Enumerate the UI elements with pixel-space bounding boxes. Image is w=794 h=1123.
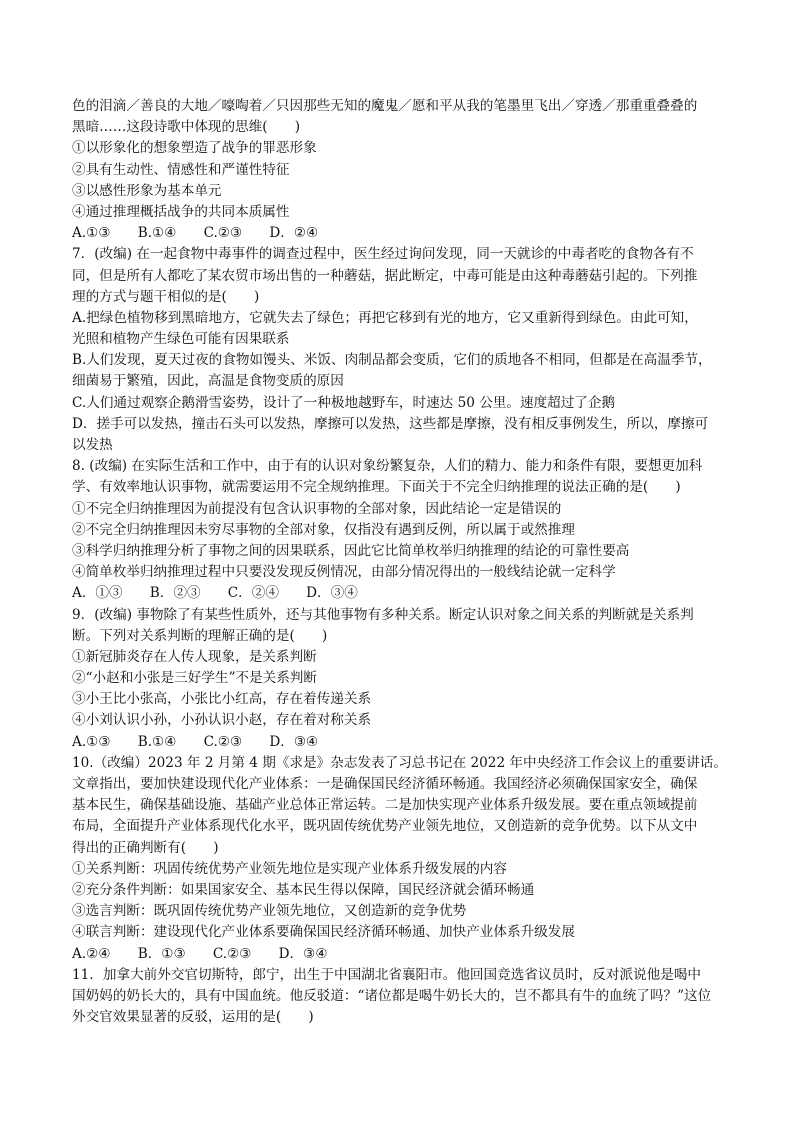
question-line: 10.（改编）2023 年 2 月第 4 期《求是》杂志发表了习总书记在 2022 年中央经济工作会议上的重要讲话。 bbox=[72, 754, 727, 771]
answer-option-line: 光照和植物产生绿色可能有因果联系 bbox=[72, 331, 290, 348]
question-line: 外交官效果显著的反驳，运用的是( ) bbox=[72, 1009, 314, 1026]
answer-option-line: A.把绿色植物移到黑暗地方，它就失去了绿色；再把它移到有光的地方，它又重新得到绿色。由此可知， bbox=[72, 309, 698, 326]
question-line: 9．(改编) 事物除了有某些性质外，还与其他事物有多种关系。断定认识对象之间关系的判断就是关系判 bbox=[72, 606, 694, 623]
question-6-options bbox=[72, 138, 724, 223]
question-line: 理的方式与题干相似的是( ) bbox=[72, 288, 260, 305]
statement-option: ②“小赵和小张是三好学生”不是关系判断 bbox=[72, 670, 317, 687]
question-line: 学、有效率地认识事物，就需要运用不完全规纳推理。下面关于不完全归纳推理的说法正确的是( ) bbox=[72, 479, 681, 496]
answer-choices: A.①③ B.①④ C.②③ D．③④ bbox=[72, 733, 319, 750]
answer-choices: A.②④ B．①③ C.②③ D．③④ bbox=[72, 945, 328, 962]
statement-option: ④简单枚举归纳推理过程中只要没发现反例情况，由部分情况得出的一般线结论就一定科学 bbox=[72, 564, 616, 581]
question-line: 断。下列对关系判断的理解正确的是( ) bbox=[72, 627, 328, 644]
answer-option-line: 以发热 bbox=[72, 437, 113, 453]
question-line: 基本民生，确保基础设施、基础产业总体正常运转。二是加快实现产业体系升级发展。要在重点领域提前 bbox=[72, 797, 698, 814]
answer-choices: A．①③ B．②③ C．②④ D．③④ bbox=[72, 585, 358, 602]
statement-option: ④联言判断：建设现代化产业体系要确保国民经济循环畅通、加快产业体系升级发展 bbox=[72, 924, 575, 941]
question-line: 黑暗……这段诗歌中体现的思维( ) bbox=[72, 119, 301, 136]
statement-option: ④通过推理概括战争的共同本质属性 bbox=[72, 203, 290, 220]
statement-option: ①不完全归纳推理因为前提没有包含认识事物的全部对象，因此结论一定是错误的 bbox=[72, 500, 562, 517]
statement-option: ④小刘认识小孙，小孙认识小赵，存在着对称关系 bbox=[72, 712, 372, 729]
answer-option-line: B.人们发现，夏天过夜的食物如馒头、米饭、肉制品都会变质，它们的质地各不相同，但都是在高温季节， bbox=[72, 352, 712, 369]
question-9-stem bbox=[72, 605, 724, 647]
exam-page bbox=[72, 96, 727, 1028]
question-8-options bbox=[72, 499, 724, 584]
question-line: 同，但是所有人都吃了某农贸市场出售的一种蘑菇，据此断定，中毒可能是由这种毒蘑菇引起的。下列推 bbox=[72, 267, 698, 284]
statement-option: ③以感性形象为基本单元 bbox=[72, 182, 222, 199]
answer-option-line: 细菌易于繁殖，因此，高温是食物变质的原因 bbox=[72, 373, 344, 390]
answer-option-line: C.人们通过观察企鹅滑雪姿势，设计了一种极地越野车，时速达 50 公里。速度超过了企鹅 bbox=[72, 394, 616, 411]
answer-choices: A.①③ B.①④ C.②③ D．②④ bbox=[72, 225, 319, 242]
question-6-stem bbox=[72, 96, 724, 138]
statement-option: ①以形象化的想象塑造了战争的罪恶形象 bbox=[72, 140, 317, 157]
question-7 bbox=[72, 244, 724, 456]
question-11 bbox=[72, 965, 724, 1029]
question-line: 文章指出，要加快建设现代化产业体系：一是确保国民经济循环畅通。我国经济必须确保国家安全，确保 bbox=[72, 776, 698, 792]
question-line: 布局，全面提升产业体系现代化水平，既巩固传统优势产业领先地位，又创造新的竞争优势。以下从文中 bbox=[72, 818, 698, 835]
statement-option: ③小王比小张高，小张比小红高，存在着传递关系 bbox=[72, 691, 372, 708]
question-line: 8. (改编) 在实际生活和工作中，由于有的认识对象纷繁复杂，人们的精力、能力和条件有限，要想更加科 bbox=[72, 458, 703, 475]
statement-option: ①关系判断：巩固传统优势产业领先地位是实现产业体系升级发展的内容 bbox=[72, 860, 507, 877]
question-line: 色的泪滴／善良的大地／嚎啕着／只因那些无知的魔鬼／愿和平从我的笔墨里飞出／穿透／那重重叠叠的 bbox=[72, 98, 698, 114]
statement-option: ②不完全归纳推理因未穷尽事物的全部对象，仅指没有遇到反例，所以属于或然推理 bbox=[72, 521, 575, 538]
answer-option-line: D．搓手可以发热，撞击石头可以发热，摩擦可以发热，这些都是摩擦，没有相反事例发生，所以，摩擦可 bbox=[72, 415, 709, 432]
statement-option: ②充分条件判断：如果国家安全、基本民生得以保障，国民经济就会循环畅通 bbox=[72, 881, 535, 898]
question-line: 11．加拿大前外交官切斯特，郎宁，出生于中国湖北省襄阳市。他回国竞选省议员时，反对派说他是喝中 bbox=[72, 966, 702, 983]
question-line: 7．(改编) 在一起食物中毒事件的调查过程中，医生经过询问发现，同一天就诊的中毒者吃的食物各有不 bbox=[72, 246, 694, 263]
statement-option: ②具有生动性、情感性和严谨性特征 bbox=[72, 161, 290, 178]
question-line: 得出的正确判断有( ) bbox=[72, 839, 219, 856]
question-10-stem bbox=[72, 753, 727, 859]
statement-option: ③科学归纳推理分析了事物之间的因果联系，因此它比简单枚举归纳推理的结论的可靠性要高 bbox=[72, 542, 630, 559]
question-line: 国奶妈的奶长大的，具有中国血统。他反驳道：“诸位都是喝牛奶长大的，岂不都具有牛的血统了吗？”这位 bbox=[72, 987, 712, 1004]
question-10-options bbox=[72, 859, 724, 944]
question-8-stem bbox=[72, 456, 724, 498]
statement-option: ③选言判断：既巩固传统优势产业领先地位，又创造新的竞争优势 bbox=[72, 903, 467, 920]
question-9-options bbox=[72, 647, 724, 732]
statement-option: ①新冠肺炎存在人传人现象，是关系判断 bbox=[72, 648, 317, 665]
